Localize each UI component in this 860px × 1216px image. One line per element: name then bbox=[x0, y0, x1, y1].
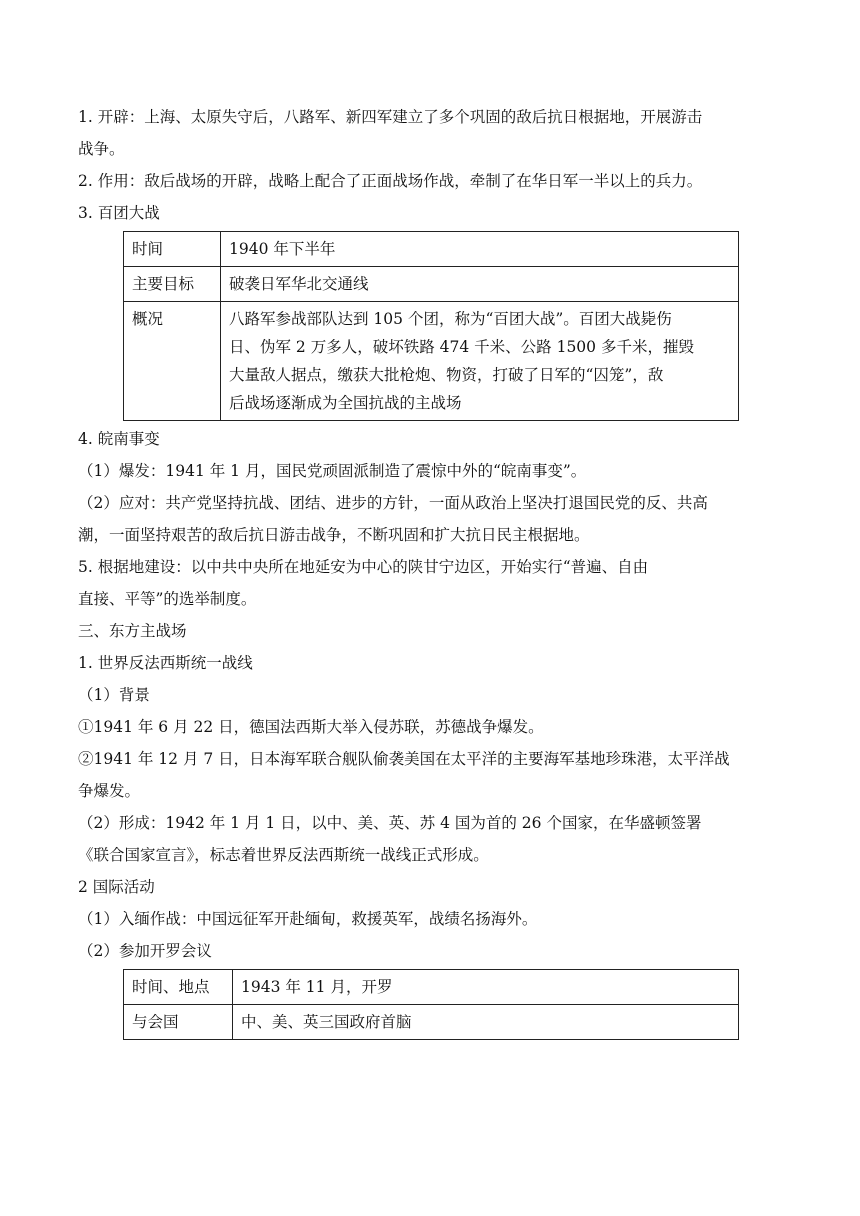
table-key-cell: 与会国 bbox=[124, 1005, 233, 1040]
table-row bbox=[124, 970, 739, 1005]
heading-hundred-regiments: 3. 百团大战 bbox=[78, 204, 160, 222]
paragraph-response: （2）应对：共产党坚持抗战、团结、进步的方针，一面从政治上坚决打退国民党的反、共高 bbox=[78, 494, 708, 512]
paragraph-outbreak: （1）爆发：1941 年 1 月，国民党顽固派制造了震惊中外的“皖南事变”。 bbox=[78, 462, 587, 480]
table-value-cell: 破袭日军华北交通线 bbox=[221, 267, 739, 302]
paragraph-effect: 2. 作用：敌后战场的开辟，战略上配合了正面战场作战，牵制了在华日军一半以上的兵力。 bbox=[78, 172, 703, 190]
paragraph-soviet-war: ①1941 年 6 月 22 日，德国法西斯大举入侵苏联，苏德战争爆发。 bbox=[78, 718, 544, 736]
paragraph-cairo: （2）参加开罗会议 bbox=[78, 942, 212, 960]
paragraph-pacific-war: ②1941 年 12 月 7 日，日本海军联合舰队偷袭美国在太平洋的主要海军基地珍珠港，太平洋战 bbox=[78, 750, 730, 768]
paragraph-formation-cont: 《联合国家宣言》，标志着世界反法西斯统一战线正式形成。 bbox=[78, 846, 489, 864]
cairo-conference-table bbox=[123, 969, 739, 1040]
table-value-cell: 1943 年 11 月，开罗 bbox=[233, 970, 739, 1005]
paragraph-opening-cont: 战争。 bbox=[78, 140, 125, 158]
overview-line: 八路军参战部队达到 105 个团，称为“百团大战”。百团大战毙伤 bbox=[229, 310, 672, 328]
table-row bbox=[124, 232, 739, 267]
table-key-cell: 时间、地点 bbox=[124, 970, 233, 1005]
paragraph-base-building: 5. 根据地建设：以中共中央所在地延安为中心的陕甘宁边区，开始实行“普遍、自由 bbox=[78, 558, 649, 576]
paragraph-base-building-cont: 直接、平等”的选举制度。 bbox=[78, 590, 257, 608]
table-key-cell: 时间 bbox=[124, 232, 221, 267]
table-key-cell: 概况 bbox=[124, 302, 221, 421]
overview-line: 大量敌人据点，缴获大批枪炮、物资，打破了日军的“囚笼”，敌 bbox=[229, 366, 664, 384]
heading-wannan-incident: 4. 皖南事变 bbox=[78, 430, 160, 448]
table-value-cell: 1940 年下半年 bbox=[221, 232, 739, 267]
section-heading-eastern-front: 三、东方主战场 bbox=[78, 622, 187, 640]
subheading-background: （1）背景 bbox=[78, 686, 150, 704]
hundred-regiments-table bbox=[123, 231, 739, 421]
document-content bbox=[78, 101, 784, 1042]
heading-international-activities: 2 国际活动 bbox=[78, 878, 155, 896]
overview-line: 日、伪军 2 万多人，破坏铁路 474 千米、公路 1500 多千米，摧毁 bbox=[229, 338, 694, 356]
table-value-cell: 中、美、英三国政府首脑 bbox=[233, 1005, 739, 1040]
paragraph-formation: （2）形成：1942 年 1 月 1 日，以中、美、英、苏 4 国为首的 26 个国家，在华盛顿签署 bbox=[78, 814, 702, 832]
table-row bbox=[124, 1005, 739, 1040]
paragraph-response-cont: 潮，一面坚持艰苦的敌后抗日游击战争，不断巩固和扩大抗日民主根据地。 bbox=[78, 526, 590, 544]
table-value-cell bbox=[221, 302, 739, 421]
table-row bbox=[124, 302, 739, 421]
paragraph-pacific-war-cont: 争爆发。 bbox=[78, 782, 141, 800]
paragraph-burma: （1）入缅作战：中国远征军开赴缅甸，救援英军，战绩名扬海外。 bbox=[78, 910, 538, 928]
table-key-cell: 主要目标 bbox=[124, 267, 221, 302]
overview-line: 后战场逐渐成为全国抗战的主战场 bbox=[229, 394, 462, 412]
heading-united-front: 1. 世界反法西斯统一战线 bbox=[78, 654, 253, 672]
table-row bbox=[124, 267, 739, 302]
paragraph-opening: 1. 开辟：上海、太原失守后，八路军、新四军建立了多个巩固的敌后抗日根据地，开展游击 bbox=[78, 108, 703, 126]
